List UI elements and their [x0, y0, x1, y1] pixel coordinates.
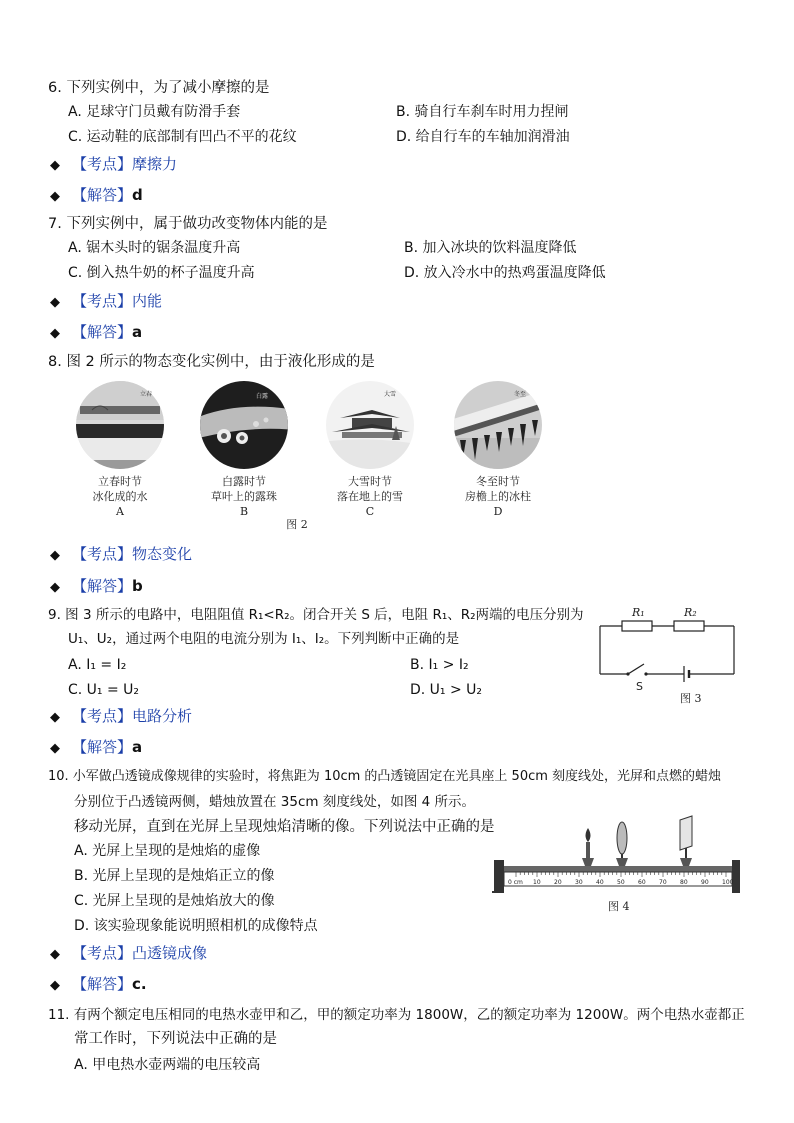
bench-tick-label: 10	[533, 879, 541, 886]
figure-3-label: 图 3	[680, 692, 702, 705]
q10-stem-line2: 分别位于凸透镜两侧，蜡烛放置在 35cm 刻度线处，如图 4 所示。	[74, 794, 476, 810]
bench-tick-label: 60	[638, 879, 646, 886]
q9-option-a: A. I₁ = I₂	[68, 657, 127, 673]
q10-option-d: D. 该实验现象能说明照相机的成像特点	[74, 918, 318, 934]
circuit-diagram	[592, 602, 742, 706]
r1-label: R₁	[632, 606, 645, 619]
bench-tick-label: 30	[575, 879, 583, 886]
q6-stem: 6. 下列实例中，为了减小摩擦的是	[48, 80, 270, 96]
bullet-icon: ◆	[50, 295, 60, 310]
bench-tick-label: 70	[659, 879, 667, 886]
bench-tick-label: 90	[701, 879, 709, 886]
q9-answer: ◆ 【解答】a	[50, 738, 143, 756]
q9-option-b: B. I₁ > I₂	[410, 657, 469, 673]
svg-text:大雪: 大雪	[384, 391, 397, 398]
bench-tick-label: 100	[722, 879, 734, 886]
bench-tick-label: 80	[680, 879, 688, 886]
svg-text:冬至: 冬至	[514, 391, 527, 398]
r2-label: R₂	[684, 606, 697, 619]
optical-bench-diagram	[490, 806, 740, 916]
q7-option-a: A. 锯木头时的锯条温度升高	[68, 240, 241, 256]
q7-option-b: B. 加入冰块的饮料温度降低	[404, 240, 577, 256]
figure-2-label: 图 2	[286, 518, 308, 531]
q10-point: ◆ 【考点】凸透镜成像	[50, 944, 208, 962]
bullet-icon: ◆	[50, 548, 60, 563]
q9-stem-line1: 9. 图 3 所示的电路中，电阻阻值 R₁<R₂。闭合开关 S 后，电阻 R₁、R₂两端的电压分别为	[48, 607, 584, 623]
snow-illustration	[322, 380, 418, 470]
bullet-icon: ◆	[50, 189, 60, 204]
q10-answer: ◆ 【解答】c.	[50, 975, 147, 993]
dew-drops-illustration	[196, 380, 292, 470]
q11-stem-line1: 11. 有两个额定电压相同的电热水壶甲和乙，甲的额定功率为 1800W，乙的额定功率为 1200W。两个电热水壶都正	[48, 1007, 745, 1023]
figure-4-optical-bench	[490, 806, 740, 916]
figure-2-image-c: 大雪 大雪时节 落在地上的雪 C	[322, 380, 418, 510]
q10-stem-line1: 10. 小军做凸透镜成像规律的实验时，将焦距为 10cm 的凸透镜固定在光具座上 50cm 刻度线处，光屏和点燃的蜡烛	[48, 769, 722, 784]
figure-4-label: 图 4	[608, 900, 630, 913]
q7-option-d: D. 放入冷水中的热鸡蛋温度降低	[404, 265, 606, 281]
q6-option-c: C. 运动鞋的底部制有凹凸不平的花纹	[68, 129, 297, 145]
q6-option-a: A. 足球守门员戴有防滑手套	[68, 104, 241, 120]
q11-stem-line2: 常工作时，下列说法中正确的是	[74, 1031, 277, 1047]
bullet-icon: ◆	[50, 741, 60, 756]
icicles-illustration	[450, 380, 546, 470]
svg-text:白露: 白露	[256, 393, 269, 400]
q11-option-a: A. 甲电热水壶两端的电压较高	[74, 1057, 261, 1073]
q7-point: ◆ 【考点】内能	[50, 292, 163, 310]
q10-stem-line3: 移动光屏，直到在光屏上呈现烛焰清晰的像。下列说法中正确的是	[74, 819, 495, 835]
candle-flame-icon	[586, 828, 591, 842]
bench-unit-label: 0 cm	[508, 879, 523, 886]
q10-option-b: B. 光屏上呈现的是烛焰正立的像	[74, 868, 275, 884]
bullet-icon: ◆	[50, 326, 60, 341]
q7-stem: 7. 下列实例中，属于做功改变物体内能的是	[48, 216, 328, 232]
q7-answer: ◆ 【解答】a	[50, 323, 143, 341]
q8-answer: ◆ 【解答】b	[50, 577, 143, 595]
lens-icon	[617, 822, 627, 854]
q9-option-d: D. U₁ > U₂	[410, 682, 483, 698]
bullet-icon: ◆	[50, 580, 60, 595]
switch-label: S	[636, 680, 643, 693]
bench-tick-label: 50	[617, 879, 625, 886]
q6-point: ◆ 【考点】摩擦力	[50, 155, 178, 173]
q9-point: ◆ 【考点】电路分析	[50, 707, 193, 725]
q9-stem-line2: U₁、U₂，通过两个电阻的电流分别为 I₁、I₂。下列判断中正确的是	[68, 631, 460, 647]
svg-text:立春: 立春	[140, 391, 153, 398]
q8-point: ◆ 【考点】物态变化	[50, 545, 193, 563]
spring-ice-illustration	[72, 380, 168, 470]
figure-2-image-b: 白露 白露时节 草叶上的露珠 B	[196, 380, 292, 510]
q8-stem: 8. 图 2 所示的物态变化实例中，由于液化形成的是	[48, 354, 375, 370]
bullet-icon: ◆	[50, 158, 60, 173]
q7-option-c: C. 倒入热牛奶的杯子温度升高	[68, 265, 255, 281]
q6-option-d: D. 给自行车的车轴加润滑油	[396, 129, 570, 145]
bench-tick-label: 40	[596, 879, 604, 886]
q10-option-c: C. 光屏上呈现的是烛焰放大的像	[74, 893, 275, 909]
screen-icon	[680, 816, 692, 850]
q6-answer: ◆ 【解答】d	[50, 186, 143, 204]
bullet-icon: ◆	[50, 947, 60, 962]
figure-2-image-a: 立春 立春时节 冰化成的水 A	[72, 380, 168, 510]
figure-3-circuit	[592, 602, 742, 706]
q10-option-a: A. 光屏上呈现的是烛焰的虚像	[74, 843, 261, 859]
bullet-icon: ◆	[50, 710, 60, 725]
q9-option-c: C. U₁ = U₂	[68, 682, 140, 698]
q6-option-b: B. 骑自行车刹车时用力捏闸	[396, 104, 569, 120]
bullet-icon: ◆	[50, 978, 60, 993]
figure-2-image-d: 冬至 冬至时节 房檐上的冰柱 D	[450, 380, 546, 510]
bench-tick-label: 20	[554, 879, 562, 886]
